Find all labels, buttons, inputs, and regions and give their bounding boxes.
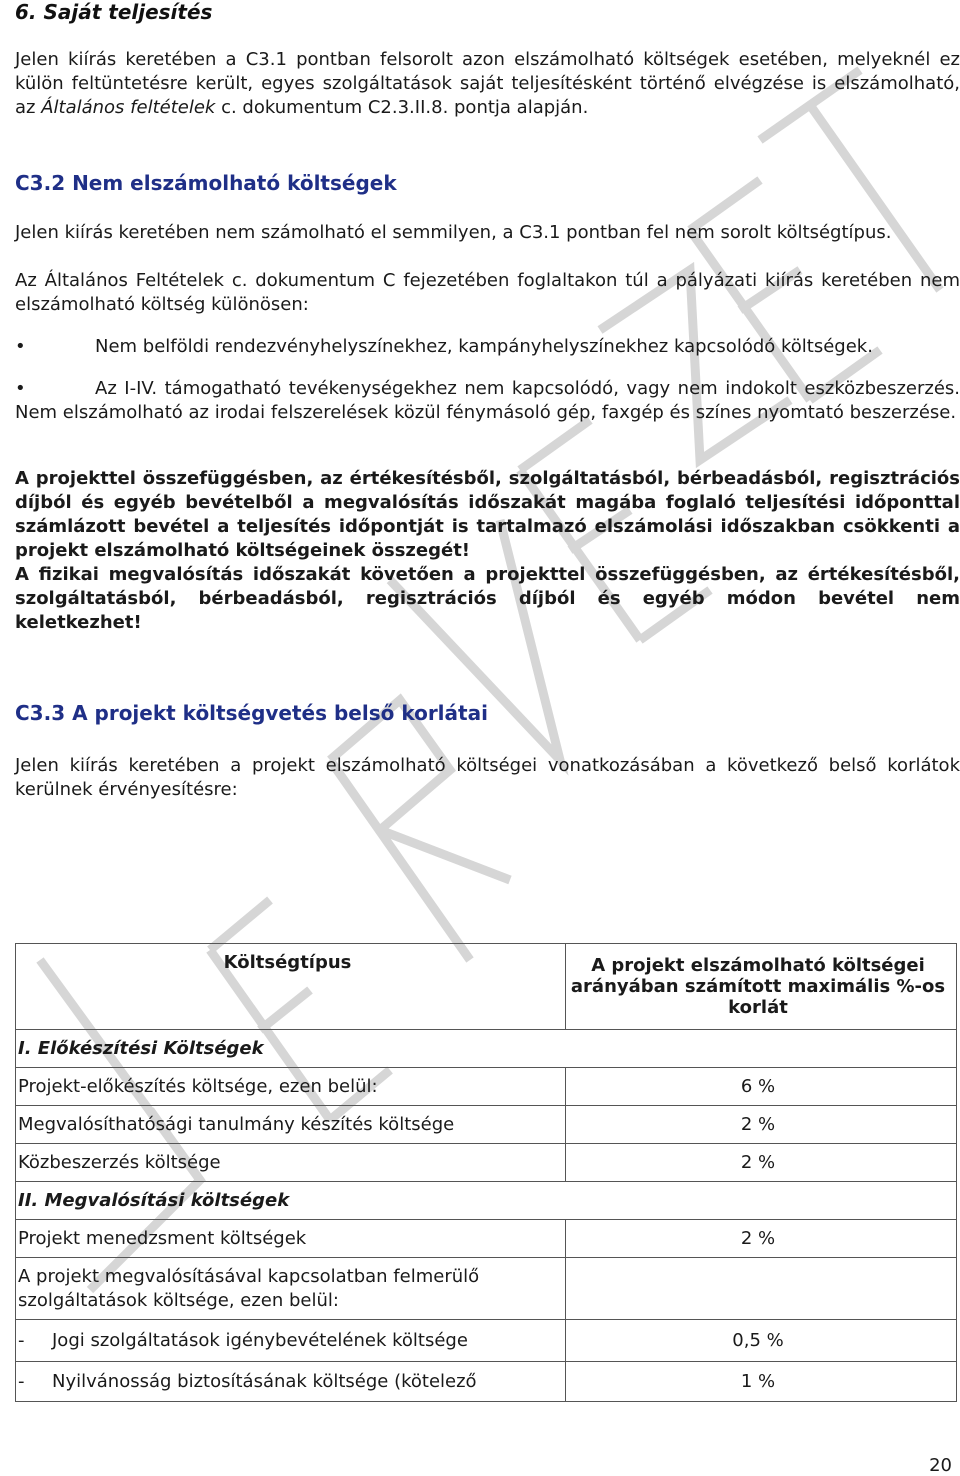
table-row (16, 1144, 957, 1182)
section-title-c33: C3.3 A projekt költségvetés belső korlátai (15, 701, 488, 725)
table-group-row (16, 1182, 957, 1220)
bullet-icon: • (15, 336, 26, 357)
table-group-empty (566, 1030, 957, 1068)
table-header-max-limit: A projekt elszámolható költségei arányában számított maximális %-os korlát (566, 944, 957, 1030)
bullet-icon: • (15, 378, 26, 399)
page-number: 20 (929, 1455, 952, 1476)
paragraph-saját-teljesítés (15, 48, 960, 120)
dash-icon: - (18, 1330, 25, 1351)
table-row (16, 1320, 957, 1362)
table-cell-value: 2 % (566, 1220, 957, 1258)
table-cell-value: 1 % (566, 1362, 957, 1402)
bullet-item-1 (15, 335, 960, 359)
table-row (16, 1068, 957, 1106)
bold-paragraph-revenue: A projekttel összefüggésben, az értékesítésből, szolgáltatásból, bérbeadásból, regisztrációs díjból és egyéb bevételből a megvalósítás időszakát magába foglaló teljesítési időponttal számlázott bevétel a teljesítés időpontját is tartalmazó elszámolási időszakban csökkenti a projekt elszámolható költségeinek összegét! (15, 468, 960, 561)
table-group-label: II. Megvalósítási költségek (16, 1182, 566, 1220)
table-cell-label (16, 1320, 566, 1362)
paragraph-text-end: c. dokumentum C2.3.II.8. pontja alapján. (215, 97, 589, 118)
table-row (16, 1362, 957, 1402)
budget-limits-table (15, 943, 957, 1402)
table-cell-value: 6 % (566, 1068, 957, 1106)
bold-paragraph-no-revenue: A fizikai megvalósítás időszakát követően a projekttel összefüggésben, az értékesítésből, szolgáltatásból, bérbeadásból, regisztrációs díjból és egyéb módon bevétel nem keletkezhet! (15, 564, 960, 633)
paragraph-c32-not-eligible: Az Általános Feltételek c. dokumentum C fejezetében foglaltakon túl a pályázati kiírás keretében nem elszámolható költség különösen: (15, 270, 960, 315)
table-cell-label: Projekt-előkészítés költsége, ezen belül: (16, 1068, 566, 1106)
table-cell-value (566, 1258, 957, 1320)
table-cell-label-text: Nyilvánosság biztosításának költsége (kötelező (52, 1371, 477, 1392)
section-heading-saját-teljesítés: 6. Saját teljesítés (15, 0, 213, 24)
table-cell-label: Közbeszerzés költsége (16, 1144, 566, 1182)
table-cell-value: 2 % (566, 1106, 957, 1144)
table-header-row (16, 944, 957, 1030)
table-cell-value: 2 % (566, 1144, 957, 1182)
table-cell-label: Projekt menedzsment költségek (16, 1220, 566, 1258)
table-group-empty (566, 1182, 957, 1220)
paragraph-text: Jelen kiírás keretében a C3.1 pontban felsorolt azon elszámolható költségek esetében, melyeknél ez külön feltüntetésre került, egyes szolgáltatások saját teljesítésként történő elvégzése is elszámolható, az (15, 49, 960, 118)
paragraph-italic-reference: Általános feltételek (41, 97, 216, 118)
table-row (16, 1220, 957, 1258)
section-title-c32: C3.2 Nem elszámolható költségek (15, 171, 397, 195)
table-group-row (16, 1030, 957, 1068)
table-group-label: I. Előkészítési Költségek (16, 1030, 566, 1068)
table-header-cost-type: Költségtípus (16, 944, 566, 1030)
table-cell-label: A projekt megvalósításával kapcsolatban felmerülő szolgáltatások költsége, ezen belül: (16, 1258, 566, 1320)
bullet-item-2 (15, 377, 960, 425)
paragraph-c32-intro: Jelen kiírás keretében nem számolható el semmilyen, a C3.1 pontban fel nem sorolt költségtípus. (15, 222, 892, 243)
dash-icon: - (18, 1371, 25, 1392)
table-row (16, 1106, 957, 1144)
table-cell-value: 0,5 % (566, 1320, 957, 1362)
table-cell-label (16, 1362, 566, 1402)
paragraph-c33-intro: Jelen kiírás keretében a projekt elszámolható költségei vonatkozásában a következő belső korlátok kerülnek érvényesítésre: (15, 755, 960, 800)
table-cell-label: Megvalósíthatósági tanulmány készítés költsége (16, 1106, 566, 1144)
table-row (16, 1258, 957, 1320)
bullet-text-2: Az I-IV. támogatható tevékenységekhez nem kapcsolódó, vagy nem indokolt eszközbeszerzés. Nem elszámolható az irodai felszerelések közül fénymásoló gép, faxgép és színes nyomtató beszerzése. (15, 378, 960, 423)
table-cell-label-text: Jogi szolgáltatások igénybevételének költsége (52, 1330, 468, 1351)
bullet-text-1: Nem belföldi rendezvényhelyszínekhez, kampányhelyszínekhez kapcsolódó költségek. (95, 336, 873, 357)
